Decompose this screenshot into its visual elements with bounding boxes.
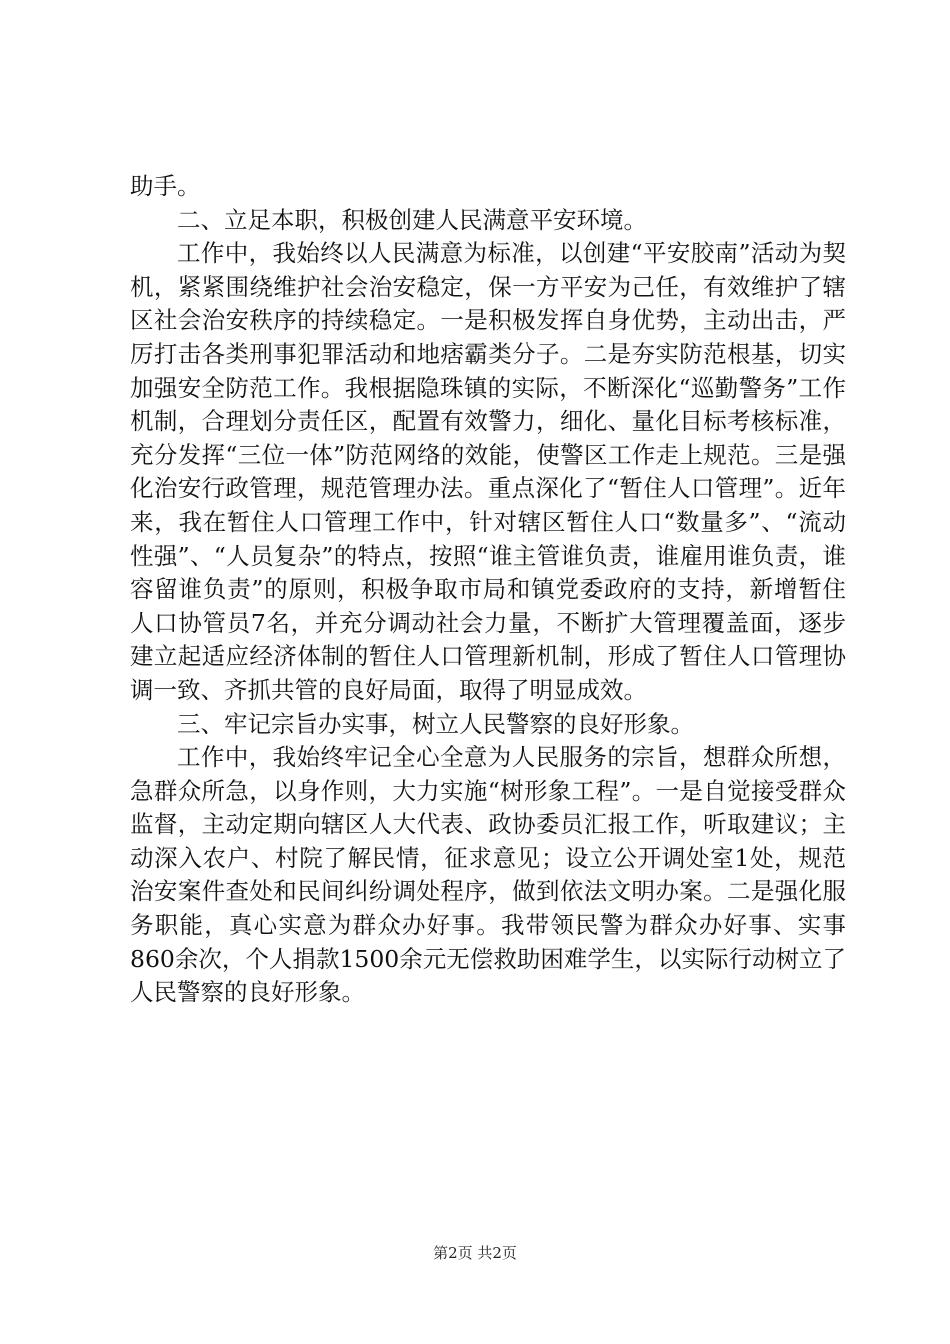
paragraph-continuation: 助手。 xyxy=(130,172,201,200)
section-heading-two: 二、立足本职，积极创建人民满意平安环境。 xyxy=(177,205,647,234)
section-heading-three: 三、牢记宗旨办实事，树立人民警察的良好形象。 xyxy=(177,709,694,738)
paragraph-section-three: 工作中，我始终牢记全心全意为人民服务的宗旨，想群众所想，急群众所急，以身作则，大力实施“树形象工程”。一是自觉接受群众监督，主动定期向辖区人大代表、政协委员汇报工作，听取建议；主动深入农户、村院了解民情，征求意见；设立公开调处室1处，规范治安案件查处和民间纠纷调处程序，做到依法文明办案。二是强化服务职能，真心实意为群众办好事。我带领民警为群众办好事、实事860余次，个人捐款1500余元无偿救助困难学生，以实际行动树立了人民警察的良好形象。 xyxy=(130,743,846,1007)
page-footer: 第2页 共2页 xyxy=(433,1244,517,1262)
document-body xyxy=(130,170,846,1010)
paragraph-section-two: 工作中，我始终以人民满意为标准，以创建“平安胶南”活动为契机，紧紧围绕维护社会治安稳定，保一方平安为己任，有效维护了辖区社会治安秩序的持续稳定。一是积极发挥自身优势，主动出击，严厉打击各类刑事犯罪活动和地痞霸类分子。二是夯实防范根基，切实加强安全防范工作。我根据隐珠镇的实际，不断深化“巡勤警务”工作机制，合理划分责任区，配置有效警力，细化、量化目标考核标准，充分发挥“三位一体”防范网络的效能，使警区工作走上规范。三是强化治安行政管理，规范管理办法。重点深化了“暂住人口管理”。近年来，我在暂住人口管理工作中，针对辖区暂住人口“数量多”、“流动性强”、“人员复杂”的特点，按照“谁主管谁负责，谁雇用谁负责，谁容留谁负责”的原则，积极争取市局和镇党委政府的支持，新增暂住人口协管员7名，并充分调动社会力量，不断扩大管理覆盖面，逐步建立起适应经济体制的暂住人口管理新机制，形成了暂住人口管理协调一致、齐抓共管的良好局面，取得了明显成效。 xyxy=(130,239,846,704)
